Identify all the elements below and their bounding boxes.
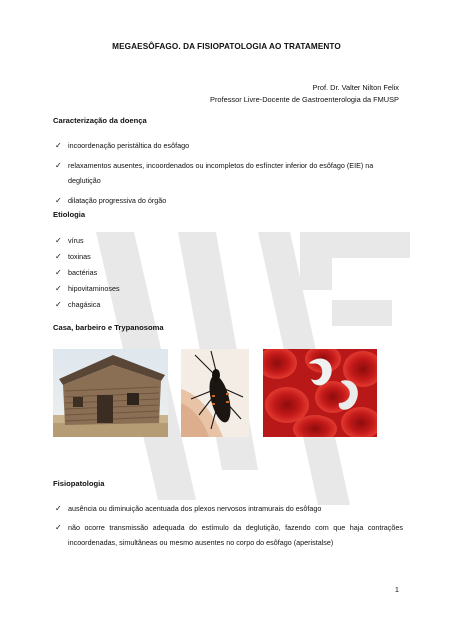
checkmark-icon: ✓ bbox=[55, 160, 62, 170]
checkmark-icon: ✓ bbox=[55, 504, 62, 513]
checkmark-icon: ✓ bbox=[55, 252, 62, 261]
checkmark-icon: ✓ bbox=[55, 141, 62, 150]
section-heading-caracterizacao: Caracterização da doença bbox=[53, 116, 147, 125]
fisiopatologia-list bbox=[53, 501, 403, 551]
list-item: ✓ vírus bbox=[53, 233, 403, 249]
etiologia-list bbox=[53, 233, 403, 313]
trypanosoma-blood-photo bbox=[263, 349, 377, 437]
checkmark-icon: ✓ bbox=[55, 300, 62, 309]
author-title: Professor Livre-Docente de Gastroenterologia da FMUSP bbox=[210, 94, 399, 104]
list-item: ✓ ausência ou diminuição acentuada dos plexos nervosos intramurais do esôfago bbox=[53, 501, 403, 517]
list-item: ✓ relaxamentos ausentes, incoordenados ou incompletos do esfíncter inferior do esôfago (EIE) na deglutição bbox=[53, 158, 403, 189]
section-heading-etiologia: Etiologia bbox=[53, 210, 86, 219]
page-number: 1 bbox=[394, 585, 399, 594]
list-item: ✓ chagásica bbox=[53, 297, 403, 313]
checkmark-icon: ✓ bbox=[55, 268, 62, 277]
checkmark-icon: ✓ bbox=[55, 284, 62, 293]
list-item: ✓ bactérias bbox=[53, 265, 403, 281]
barbeiro-insect-photo bbox=[181, 349, 249, 437]
author-name: Prof. Dr. Valter Nilton Felix bbox=[312, 83, 399, 92]
section-heading-casa-barbeiro: Casa, barbeiro e Trypanosoma bbox=[53, 323, 164, 332]
list-item: ✓ não ocorre transmissão adequada do estímulo da deglutição, fazendo com que haja contrações incoordenadas, simultâneas ou mesmo ausentes no corpo do esôfago (aperistalse) bbox=[53, 520, 403, 551]
caracterizacao-list bbox=[53, 138, 403, 208]
section-heading-fisiopatologia: Fisiopatologia bbox=[53, 479, 105, 488]
checkmark-icon: ✓ bbox=[55, 195, 62, 205]
list-item: ✓ dilatação progressiva do órgão bbox=[53, 193, 403, 209]
list-item: ✓ incoordenação peristáltica do esôfago bbox=[53, 138, 403, 154]
checkmark-icon: ✓ bbox=[55, 236, 62, 245]
list-item: ✓ hipovitaminoses bbox=[53, 281, 403, 297]
author-block bbox=[210, 82, 399, 105]
document-title: MEGAESÔFAGO. DA FISIOPATOLOGIA AO TRATAMENTO bbox=[112, 42, 341, 51]
house-photo bbox=[53, 349, 168, 437]
checkmark-icon: ✓ bbox=[55, 522, 62, 532]
list-item: ✓ toxinas bbox=[53, 249, 403, 265]
